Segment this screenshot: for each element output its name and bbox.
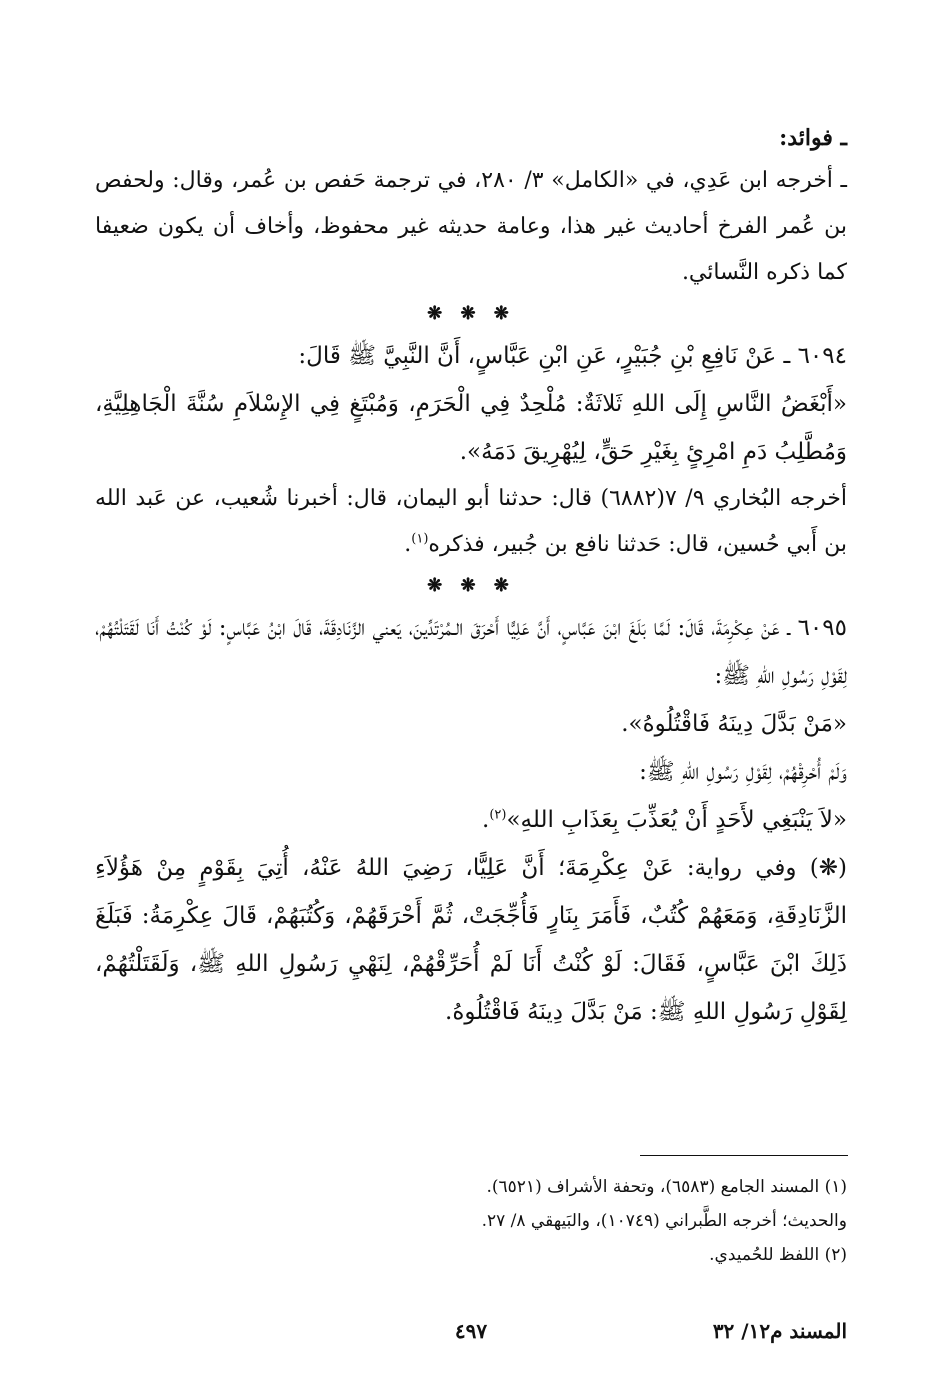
footnote-divider — [640, 1155, 848, 1156]
fawaid-heading: ـ فوائد: — [779, 125, 847, 151]
footnotes — [95, 1170, 847, 1272]
page-body — [95, 118, 847, 1036]
footnote-1-cont: والحديث؛ أخرجه الطَّبراني (١٠٧٤٩)، والبَيهقي ٨/ ٢٧. — [481, 1211, 847, 1231]
takhrij-end: . — [404, 532, 412, 557]
quote-3-text: «لاَ يَنْبَغِي لأَحَدٍ أَنْ يُعَذِّبَ بِعَذَابِ اللهِ» — [506, 807, 847, 833]
quote-3-end: . — [482, 807, 490, 833]
hadith-6095-quote-3 — [95, 796, 847, 844]
section-separator: ❋ ❋ ❋ — [427, 575, 515, 596]
footnote-1: (١) المسند الجامع (٦٥٨٣)، وتحفة الأشراف (٦٥٢١). — [486, 1177, 847, 1197]
hadith-6094-takhrij — [95, 476, 847, 568]
page-number: ٤٩٧ — [454, 1319, 488, 1343]
takhrij-text: أخرجه البُخاري ٩/ ٧(٦٨٨٢) قال: حدثنا أبو اليمان، قال: أخبرنا شُعيب، عن عَبد الله بن أَبي حُسين، قال: حَدثنا نافع بن جُبير، فذكره — [95, 486, 848, 557]
footnote-ref-2: (٢) — [489, 807, 507, 823]
hadith-6095-riwaya: (❋) وفي رواية: عَنْ عِكْرِمَةَ؛ أَنَّ عَلِيًّا، رَضِيَ اللهُ عَنْهُ، أُتِيَ بِقَوْمٍ مِنْ هَؤُلاَءِ الزَّنَادِقَةِ، وَمَعَهُمْ كُتُبٌ، فَأَمَرَ بِنَارٍ فَأُجِّجَتْ، ثُمَّ أَحْرَقَهُمْ، وَكُتُبَهُمْ، قَالَ عِكْرِمَةُ: فَبَلَغَ ذَلِكَ ابْنَ عَبَّاسٍ، فَقَالَ: لَوْ كُنْتُ أَنَا لَمْ أُحَرِّقْهُمْ، لِنَهْيِ رَسُولِ اللهِ ﷺ، وَلَقَتَلْتُهُمْ، لِقَوْلِ رَسُولِ اللهِ ﷺ: مَنْ بَدَّلَ دِينَهُ فَاقْتُلُوهُ. — [95, 855, 847, 1025]
hadith-6095-isnad: ٦٠٩٥ ـ عَنْ عِكْرِمَةَ، قَالَ: لَمَّا بَلَغَ ابْنَ عَبَّاسٍ، أَنَّ عَلِيًّا أَحْرَقَ الـمُرْتَدِّينَ، يَعني الزَّنَادِقَةَ، قَالَ ابْنُ عَبَّاسٍ: لَوْ كُنْتُ أَنَا لَقَتَلْتُهُمْ، لِقَوْلِ رَسُولِ اللهِ ﷺ: — [95, 615, 847, 689]
hadith-6094-matn: «أَبْغَضُ النَّاسِ إِلَى اللهِ ثَلاثَةٌ: مُلْحِدٌ فِي الْحَرَمِ، وَمُبْتَغٍ فِي الإِسْلاَمِ سُنَّةَ الْجَاهِلِيَّةِ، وَمُطَّلِبُ دَمِ امْرِئٍ بِغَيْرِ حَقٍّ، لِيُهْرِيقَ دَمَهُ». — [95, 391, 847, 465]
hadith-6094-isnad: ٦٠٩٤ ـ عَنْ نَافِعِ بْنِ جُبَيْرٍ، عَنِ ابْنِ عَبَّاسٍ، أَنَّ النَّبِيَّ ﷺ قَالَ: — [298, 343, 847, 369]
hadith-6095-quote-2-intro: وَلَمْ أُحْرِقْهُمْ، لِقَوْلِ رَسُولِ اللهِ ﷺ: — [639, 759, 847, 785]
footnote-2: (٢) اللفظ للحُميدي. — [709, 1245, 847, 1265]
hadith-6095-quote-1: «مَنْ بَدَّلَ دِينَهُ فَاقْتُلُوهُ». — [621, 711, 847, 737]
section-separator: ❋ ❋ ❋ — [427, 303, 515, 324]
footnote-ref-1: (١) — [411, 531, 429, 547]
volume-signature: المسند م١٢/ ٣٢ — [712, 1319, 847, 1343]
fawaid-text: ـ أخرجه ابن عَدِي، في «الكامل» ٣/ ٢٨٠، في ترجمة حَفص بن عُمر، وقال: ولحفص بن عُمر الفرخ أحاديث غير هذا، وعامة حديثه غير محفوظ، وأخاف أن يكون ضعيفا كما ذكره النَّسائي. — [95, 168, 848, 285]
